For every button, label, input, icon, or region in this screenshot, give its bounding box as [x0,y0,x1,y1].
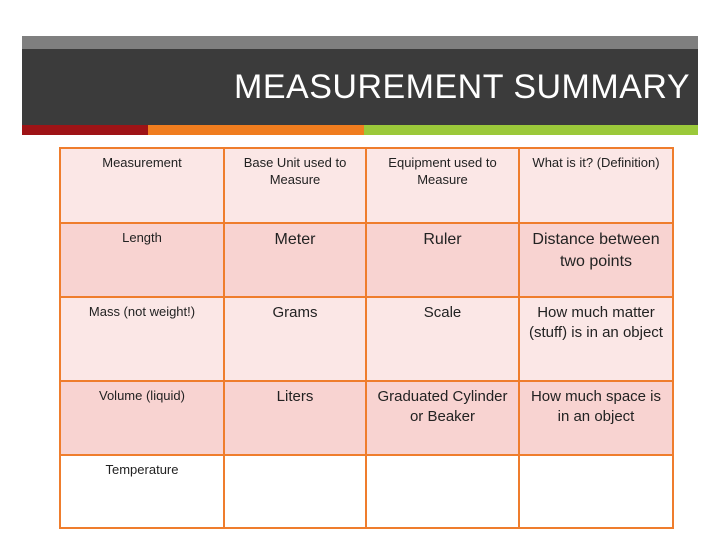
row-label: Length [60,223,224,297]
definition-cell [519,455,673,528]
equipment-cell: Ruler [366,223,519,297]
definition-cell: Distance between two points [519,223,673,297]
slide-title: MEASUREMENT SUMMARY [234,68,690,106]
table-row-mass [60,297,673,381]
accent-bar-red [22,125,148,135]
row-label: Mass (not weight!) [60,297,224,381]
base-unit-cell: Liters [224,381,366,455]
row-label: Temperature [60,455,224,528]
accent-bar-green [364,125,698,135]
table-row-temperature [60,455,673,528]
base-unit-cell: Meter [224,223,366,297]
header-measurement: Measurement [60,148,224,223]
definition-cell: How much space is in an object [519,381,673,455]
table-row-volume [60,381,673,455]
header-definition: What is it? (Definition) [519,148,673,223]
accent-bar-orange [148,125,364,135]
equipment-cell: Graduated Cylinder or Beaker [366,381,519,455]
title-band [22,49,698,125]
table-header-row [60,148,673,223]
definition-cell: How much matter (stuff) is in an object [519,297,673,381]
base-unit-cell [224,455,366,528]
top-gray-strip [22,36,698,49]
table-row-length [60,223,673,297]
base-unit-cell: Grams [224,297,366,381]
header-base-unit: Base Unit used to Measure [224,148,366,223]
equipment-cell [366,455,519,528]
row-label: Volume (liquid) [60,381,224,455]
header-equipment: Equipment used to Measure [366,148,519,223]
equipment-cell: Scale [366,297,519,381]
measurement-summary-table [59,147,674,529]
